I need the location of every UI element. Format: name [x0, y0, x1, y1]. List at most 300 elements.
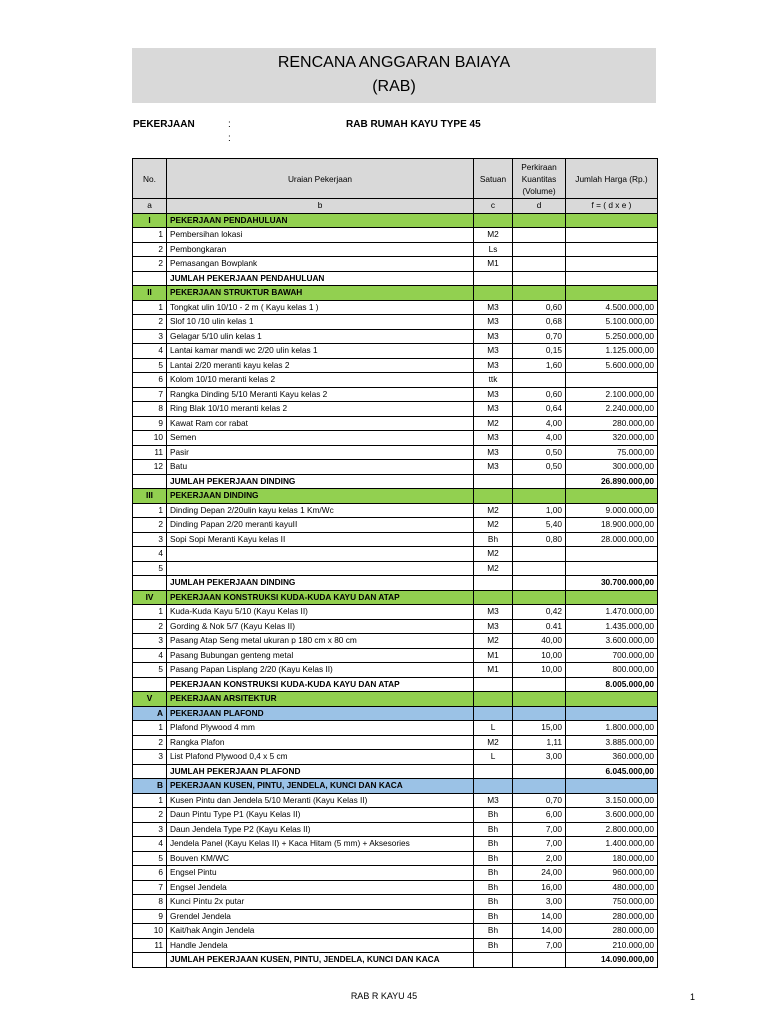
row-quantity: 1,00 — [513, 503, 566, 518]
row-unit — [474, 590, 513, 605]
row-unit: M3 — [474, 445, 513, 460]
row-unit: Bh — [474, 895, 513, 910]
total-row — [133, 576, 658, 591]
row-amount — [566, 779, 658, 794]
row-description: Pemasangan Bowplank — [167, 257, 474, 272]
row-unit: M2 — [474, 735, 513, 750]
table-row — [133, 721, 658, 736]
row-description: PEKERJAAN ARSITEKTUR — [167, 692, 474, 707]
row-quantity: 0.41 — [513, 619, 566, 634]
table-row — [133, 315, 658, 330]
row-unit: Bh — [474, 880, 513, 895]
row-unit: M1 — [474, 257, 513, 272]
row-number: 5 — [133, 561, 167, 576]
row-amount: 1.800.000,00 — [566, 721, 658, 736]
row-description: Gording & Nok 5/7 (Kayu Kelas II) — [167, 619, 474, 634]
row-amount — [566, 561, 658, 576]
row-description: Semen — [167, 431, 474, 446]
row-quantity: 0,68 — [513, 315, 566, 330]
row-amount: 5.250.000,00 — [566, 329, 658, 344]
row-description: Batu — [167, 460, 474, 475]
row-unit: M3 — [474, 300, 513, 315]
row-description: Bouven KM/WC — [167, 851, 474, 866]
row-amount: 8.005.000,00 — [566, 677, 658, 692]
row-quantity — [513, 779, 566, 794]
row-quantity — [513, 677, 566, 692]
row-quantity — [513, 692, 566, 707]
row-unit: ttk — [474, 373, 513, 388]
row-number: 1 — [133, 228, 167, 243]
row-number: 8 — [133, 895, 167, 910]
row-description: Lantai 2/20 meranti kayu kelas 2 — [167, 358, 474, 373]
row-number: 12 — [133, 460, 167, 475]
row-unit: M3 — [474, 387, 513, 402]
row-number — [133, 953, 167, 968]
row-number: A — [133, 706, 167, 721]
row-unit: M3 — [474, 793, 513, 808]
row-quantity — [513, 764, 566, 779]
row-amount: 75.000,00 — [566, 445, 658, 460]
row-quantity: 0,42 — [513, 605, 566, 620]
table-row — [133, 924, 658, 939]
row-amount: 360.000,00 — [566, 750, 658, 765]
row-number — [133, 677, 167, 692]
row-number: V — [133, 692, 167, 707]
row-amount: 480.000,00 — [566, 880, 658, 895]
row-number: 3 — [133, 329, 167, 344]
row-quantity: 0,15 — [513, 344, 566, 359]
table-row — [133, 808, 658, 823]
row-number: 3 — [133, 750, 167, 765]
row-description: PEKERJAAN PENDAHULUAN — [167, 213, 474, 228]
row-quantity: 0,60 — [513, 387, 566, 402]
row-amount: 28.000.000,00 — [566, 532, 658, 547]
row-number: 3 — [133, 822, 167, 837]
row-quantity — [513, 706, 566, 721]
row-unit: M3 — [474, 315, 513, 330]
row-quantity: 0,70 — [513, 329, 566, 344]
row-quantity: 3,00 — [513, 750, 566, 765]
row-quantity — [513, 576, 566, 591]
row-unit — [474, 706, 513, 721]
row-quantity: 3,00 — [513, 895, 566, 910]
row-quantity — [513, 286, 566, 301]
row-description: Lantai kamar mandi wc 2/20 ulin kelas 1 — [167, 344, 474, 359]
row-description: Daun Jendela Type P2 (Kayu Kelas II) — [167, 822, 474, 837]
subsection-row — [133, 779, 658, 794]
row-amount: 280.000,00 — [566, 416, 658, 431]
table-row — [133, 822, 658, 837]
row-quantity: 16,00 — [513, 880, 566, 895]
row-number: B — [133, 779, 167, 794]
row-amount: 3.885.000,00 — [566, 735, 658, 750]
row-number: 1 — [133, 503, 167, 518]
row-unit — [474, 677, 513, 692]
row-quantity: 2,00 — [513, 851, 566, 866]
row-quantity: 24,00 — [513, 866, 566, 881]
row-unit — [474, 271, 513, 286]
table-row — [133, 402, 658, 417]
row-amount: 1.125.000,00 — [566, 344, 658, 359]
table-row — [133, 895, 658, 910]
row-quantity — [513, 228, 566, 243]
row-description: Sopi Sopi Meranti Kayu kelas II — [167, 532, 474, 547]
subsection-row — [133, 706, 658, 721]
row-description: Pasang Atap Seng metal ukuran p 180 cm x 80 cm — [167, 634, 474, 649]
table-row — [133, 837, 658, 852]
letter-f: f = ( d x e ) — [566, 199, 658, 214]
row-amount — [566, 257, 658, 272]
row-number: 2 — [133, 315, 167, 330]
row-amount — [566, 213, 658, 228]
row-description — [167, 547, 474, 562]
row-amount: 210.000,00 — [566, 938, 658, 953]
row-number — [133, 271, 167, 286]
row-number: 4 — [133, 837, 167, 852]
row-unit: Ls — [474, 242, 513, 257]
row-amount: 9.000.000,00 — [566, 503, 658, 518]
row-quantity: 10,00 — [513, 648, 566, 663]
row-quantity — [513, 590, 566, 605]
row-number: 11 — [133, 445, 167, 460]
table-row — [133, 503, 658, 518]
row-description: JUMLAH PEKERJAAN DINDING — [167, 474, 474, 489]
row-amount: 14.090.000,00 — [566, 953, 658, 968]
row-amount — [566, 286, 658, 301]
row-amount: 26.890.000,00 — [566, 474, 658, 489]
row-description: Grendel Jendela — [167, 909, 474, 924]
row-description: Ring Blak 10/10 meranti kelas 2 — [167, 402, 474, 417]
table-row — [133, 605, 658, 620]
table-row — [133, 445, 658, 460]
table-row — [133, 460, 658, 475]
row-unit: Bh — [474, 822, 513, 837]
row-number: 1 — [133, 793, 167, 808]
row-description: PEKERJAAN PLAFOND — [167, 706, 474, 721]
row-description: Kawat Ram cor rabat — [167, 416, 474, 431]
row-amount: 280.000,00 — [566, 909, 658, 924]
table-row — [133, 532, 658, 547]
row-description: Handle Jendela — [167, 938, 474, 953]
row-unit: M2 — [474, 416, 513, 431]
row-number: 10 — [133, 431, 167, 446]
table-row — [133, 358, 658, 373]
row-amount: 180.000,00 — [566, 851, 658, 866]
row-amount: 960.000,00 — [566, 866, 658, 881]
header-satuan: Satuan — [474, 159, 513, 199]
row-quantity: 6,00 — [513, 808, 566, 823]
row-quantity: 1,60 — [513, 358, 566, 373]
row-description: Kusen Pintu dan Jendela 5/10 Meranti (Kayu Kelas II) — [167, 793, 474, 808]
row-amount: 6.045.000,00 — [566, 764, 658, 779]
pekerjaan-colon: : — [228, 119, 231, 130]
row-amount: 280.000,00 — [566, 924, 658, 939]
row-quantity: 4,00 — [513, 416, 566, 431]
row-number — [133, 576, 167, 591]
section-row — [133, 489, 658, 504]
row-unit: Bh — [474, 837, 513, 852]
row-description: Plafond Plywood 4 mm — [167, 721, 474, 736]
row-quantity — [513, 561, 566, 576]
table-row — [133, 228, 658, 243]
table-row — [133, 561, 658, 576]
row-quantity: 10,00 — [513, 663, 566, 678]
row-number: 5 — [133, 358, 167, 373]
row-quantity: 15,00 — [513, 721, 566, 736]
row-quantity — [513, 242, 566, 257]
row-quantity: 0,80 — [513, 532, 566, 547]
table-row — [133, 866, 658, 881]
row-description: List Plafond Plywood 0,4 x 5 cm — [167, 750, 474, 765]
row-description: Tongkat ulin 10/10 - 2 m ( Kayu kelas 1 ) — [167, 300, 474, 315]
row-quantity — [513, 489, 566, 504]
row-number: 2 — [133, 242, 167, 257]
row-quantity — [513, 547, 566, 562]
row-unit: M2 — [474, 634, 513, 649]
table-row — [133, 634, 658, 649]
row-unit — [474, 779, 513, 794]
row-unit: M3 — [474, 460, 513, 475]
row-description: PEKERJAAN KONSTRUKSI KUDA-KUDA KAYU DAN ATAP — [167, 590, 474, 605]
total-row — [133, 271, 658, 286]
table-row — [133, 387, 658, 402]
row-unit: Bh — [474, 866, 513, 881]
row-number: 1 — [133, 721, 167, 736]
row-unit: L — [474, 721, 513, 736]
row-unit: M2 — [474, 547, 513, 562]
table-row — [133, 257, 658, 272]
row-unit — [474, 576, 513, 591]
row-quantity: 0,50 — [513, 460, 566, 475]
total-row — [133, 764, 658, 779]
row-description: Gelagar 5/10 ulin kelas 1 — [167, 329, 474, 344]
row-unit: Bh — [474, 532, 513, 547]
row-description: Kait/hak Angin Jendela — [167, 924, 474, 939]
section-row — [133, 286, 658, 301]
row-unit: Bh — [474, 808, 513, 823]
row-amount: 18.900.000,00 — [566, 518, 658, 533]
row-amount: 320.000,00 — [566, 431, 658, 446]
row-unit — [474, 953, 513, 968]
row-number: 5 — [133, 663, 167, 678]
row-unit: M3 — [474, 619, 513, 634]
row-amount — [566, 590, 658, 605]
row-amount: 1.435.000,00 — [566, 619, 658, 634]
row-amount — [566, 706, 658, 721]
row-description: Pasang Bubungan genteng metal — [167, 648, 474, 663]
row-number: I — [133, 213, 167, 228]
row-description: Engsel Pintu — [167, 866, 474, 881]
row-number: 10 — [133, 924, 167, 939]
row-amount: 2.800.000,00 — [566, 822, 658, 837]
row-description: Kolom 10/10 meranti kelas 2 — [167, 373, 474, 388]
row-quantity: 1,11 — [513, 735, 566, 750]
row-description: Rangka Plafon — [167, 735, 474, 750]
table-row — [133, 547, 658, 562]
header-kuantitas: Perkiraan Kuantitas (Volume) — [513, 159, 566, 199]
row-number: 2 — [133, 808, 167, 823]
page-number: 1 — [690, 992, 696, 1002]
row-amount — [566, 228, 658, 243]
row-description: JUMLAH PEKERJAAN PLAFOND — [167, 764, 474, 779]
table-row — [133, 851, 658, 866]
row-description: Kunci Pintu 2x putar — [167, 895, 474, 910]
row-number: 8 — [133, 402, 167, 417]
table-row — [133, 344, 658, 359]
row-amount — [566, 489, 658, 504]
section-row — [133, 213, 658, 228]
row-number: 6 — [133, 373, 167, 388]
row-amount — [566, 547, 658, 562]
row-number: III — [133, 489, 167, 504]
row-description: Jendela Panel (Kayu Kelas II) + Kaca Hitam (5 mm) + Aksesories — [167, 837, 474, 852]
row-unit — [474, 692, 513, 707]
section-row — [133, 590, 658, 605]
row-unit: M3 — [474, 402, 513, 417]
row-quantity: 0,60 — [513, 300, 566, 315]
row-amount: 3.150.000,00 — [566, 793, 658, 808]
table-row — [133, 373, 658, 388]
row-amount: 3.600.000,00 — [566, 634, 658, 649]
row-amount — [566, 692, 658, 707]
row-number: 9 — [133, 909, 167, 924]
table-row — [133, 938, 658, 953]
row-quantity: 0,50 — [513, 445, 566, 460]
row-quantity: 14,00 — [513, 924, 566, 939]
row-description: PEKERJAAN KONSTRUKSI KUDA-KUDA KAYU DAN ATAP — [167, 677, 474, 692]
row-description: Engsel Jendela — [167, 880, 474, 895]
table-row — [133, 880, 658, 895]
row-amount: 800.000,00 — [566, 663, 658, 678]
row-unit: M2 — [474, 561, 513, 576]
row-unit: M3 — [474, 329, 513, 344]
row-description: Rangka Dinding 5/10 Meranti Kayu kelas 2 — [167, 387, 474, 402]
row-quantity — [513, 213, 566, 228]
row-description: Kuda-Kuda Kayu 5/10 (Kayu Kelas II) — [167, 605, 474, 620]
row-amount: 3.600.000,00 — [566, 808, 658, 823]
row-quantity: 7,00 — [513, 837, 566, 852]
row-unit: Bh — [474, 938, 513, 953]
row-number: 4 — [133, 344, 167, 359]
row-number: 9 — [133, 416, 167, 431]
row-number: 6 — [133, 866, 167, 881]
header-jumlah: Jumlah Harga (Rp.) — [566, 159, 658, 199]
row-quantity: 0,64 — [513, 402, 566, 417]
row-description: Dinding Depan 2/20ulin kayu kelas 1 Km/Wc — [167, 503, 474, 518]
letter-b: b — [167, 199, 474, 214]
row-number: 1 — [133, 605, 167, 620]
row-number: II — [133, 286, 167, 301]
row-number — [133, 474, 167, 489]
row-unit: M3 — [474, 605, 513, 620]
row-unit — [474, 286, 513, 301]
row-description: Dinding Papan 2/20 meranti kayuII — [167, 518, 474, 533]
row-unit: M3 — [474, 358, 513, 373]
row-number — [133, 764, 167, 779]
letter-a: a — [133, 199, 167, 214]
row-unit: L — [474, 750, 513, 765]
letters-row — [133, 199, 658, 214]
row-description: JUMLAH PEKERJAAN KUSEN, PINTU, JENDELA, KUNCI DAN KACA — [167, 953, 474, 968]
footer-text: RAB R KAYU 45 — [350, 991, 418, 1001]
letter-c: c — [474, 199, 513, 214]
row-description: Pasang Papan Lisplang 2/20 (Kayu Kelas II) — [167, 663, 474, 678]
row-number: 2 — [133, 735, 167, 750]
table-row — [133, 648, 658, 663]
document-title: RENCANA ANGGARAN BAIAYA — [277, 54, 511, 71]
table-row — [133, 909, 658, 924]
row-unit: M1 — [474, 648, 513, 663]
row-description: JUMLAH PEKERJAAN PENDAHULUAN — [167, 271, 474, 286]
pekerjaan-label: PEKERJAAN — [133, 119, 195, 130]
row-unit: Bh — [474, 851, 513, 866]
row-quantity: 40,00 — [513, 634, 566, 649]
row-amount — [566, 242, 658, 257]
table-row — [133, 663, 658, 678]
row-description: PEKERJAAN STRUKTUR BAWAH — [167, 286, 474, 301]
table-row — [133, 750, 658, 765]
row-quantity: 7,00 — [513, 822, 566, 837]
table-row — [133, 300, 658, 315]
document-title-box — [132, 48, 656, 103]
second-colon: : — [228, 133, 231, 144]
row-amount — [566, 373, 658, 388]
row-unit: Bh — [474, 924, 513, 939]
row-number: 4 — [133, 648, 167, 663]
total-row — [133, 677, 658, 692]
row-description: Slof 10 /10 ulin kelas 1 — [167, 315, 474, 330]
row-amount: 2.100.000,00 — [566, 387, 658, 402]
row-number: 2 — [133, 518, 167, 533]
table-row — [133, 735, 658, 750]
row-quantity: 5,40 — [513, 518, 566, 533]
row-quantity: 4,00 — [513, 431, 566, 446]
row-unit — [474, 489, 513, 504]
header-no: No. — [133, 159, 167, 199]
row-quantity: 0,70 — [513, 793, 566, 808]
row-unit — [474, 474, 513, 489]
row-number: 3 — [133, 532, 167, 547]
table-row — [133, 793, 658, 808]
row-description: Pembersihan lokasi — [167, 228, 474, 243]
pekerjaan-value: RAB RUMAH KAYU TYPE 45 — [346, 119, 481, 130]
row-description: Daun Pintu Type P1 (Kayu Kelas II) — [167, 808, 474, 823]
table-row — [133, 518, 658, 533]
letter-d: d — [513, 199, 566, 214]
row-amount: 700.000,00 — [566, 648, 658, 663]
row-quantity — [513, 953, 566, 968]
row-description: JUMLAH PEKERJAAN DINDING — [167, 576, 474, 591]
row-amount: 2.240.000,00 — [566, 402, 658, 417]
row-number: 4 — [133, 547, 167, 562]
row-description: Pembongkaran — [167, 242, 474, 257]
row-unit: M3 — [474, 344, 513, 359]
row-unit: Bh — [474, 909, 513, 924]
row-amount: 5.600.000,00 — [566, 358, 658, 373]
row-amount: 30.700.000,00 — [566, 576, 658, 591]
row-quantity — [513, 271, 566, 286]
row-unit: M1 — [474, 663, 513, 678]
row-number: 7 — [133, 880, 167, 895]
row-amount: 5.100.000,00 — [566, 315, 658, 330]
row-number: 2 — [133, 619, 167, 634]
rab-table — [132, 158, 658, 968]
table-row — [133, 242, 658, 257]
table-row — [133, 416, 658, 431]
row-number: 5 — [133, 851, 167, 866]
row-unit: M3 — [474, 431, 513, 446]
row-number: 11 — [133, 938, 167, 953]
